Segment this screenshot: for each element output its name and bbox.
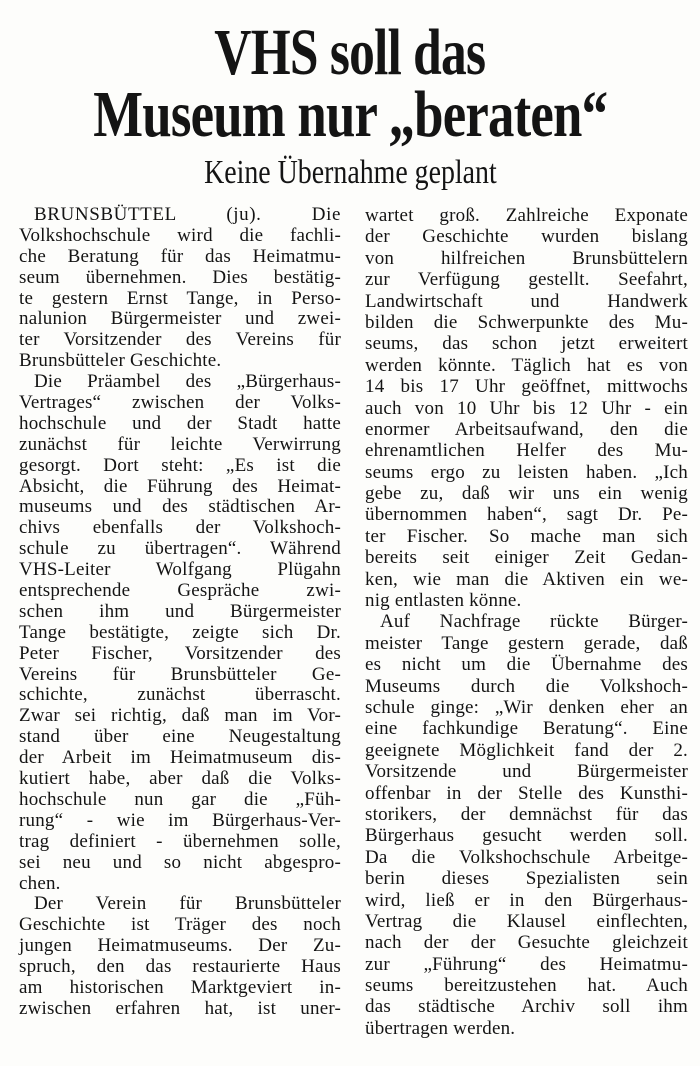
text-line: bereits seit einiger Zeit Gedan- (365, 547, 688, 569)
text-line: nach der der Gesuchte gleichzeit (365, 932, 688, 954)
article-column-left (19, 205, 341, 1020)
text-line: Landwirtschaft und Handwerk (365, 290, 688, 312)
text-line: schule zu übertragen“. Während (19, 538, 341, 560)
text-line: Da die Volkshochschule Arbeitge- (365, 846, 688, 868)
text-line: che Beratung für das Heimatmu- (19, 245, 341, 267)
text-line: Geschichte ist Träger des noch (19, 914, 341, 936)
text-line: te gestern Ernst Tange, in Perso- (19, 287, 341, 309)
text-line: übernommen haben“, sagt Dr. Pe- (365, 504, 688, 526)
text-line: der Geschichte wurden bislang (365, 226, 688, 248)
article-column-right (365, 205, 688, 1039)
text-line: Bürgerhaus gesucht werden soll. (365, 825, 688, 847)
text-line: hochschule und der Stadt hatte (19, 412, 341, 434)
text-line: zur Verfügung gestellt. Seefahrt, (365, 269, 688, 291)
text-line: nig entlasten könne. (365, 590, 522, 612)
text-line: entsprechende Gespräche zwi- (19, 580, 341, 602)
text-line: bilden die Schwerpunkte des Mu- (365, 311, 688, 333)
text-line: ter Fischer. So mache man sich (365, 525, 688, 547)
text-line: Tange bestätigte, zeigte sich Dr. (19, 621, 341, 643)
text-line: schen ihm und Bürgermeister (19, 600, 341, 622)
text-line: Der Verein für Brunsbütteler (34, 893, 341, 915)
text-line: trag definiert - übernehmen solle, (19, 830, 341, 852)
text-line: Vertrag die Klausel einflechten, (365, 910, 688, 932)
text-line: ehrenamtlichen Helfer des Mu- (365, 440, 688, 462)
text-line: spruch, den das restaurierte Haus (19, 956, 341, 978)
paragraph (19, 372, 341, 894)
text-line: zwischen erfahren hat, ist uner- (19, 997, 341, 1019)
text-line: Die Präambel des „Bürgerhaus- (34, 371, 341, 393)
text-line: 14 bis 17 Uhr geöffnet, mittwochs (365, 376, 688, 398)
text-line: seum übernehmen. Dies bestätig- (19, 266, 341, 288)
text-line: gesorgt. Dort steht: „Es ist die (19, 454, 341, 476)
text-line: meister Tange gestern gerade, daß (365, 632, 688, 654)
text-line: nalunion Bürgermeister und zwei- (19, 308, 341, 330)
text-line: stand über eine Neugestaltung (19, 726, 341, 748)
text-line: Brunsbütteler Geschichte. (19, 350, 222, 372)
text-line: ken, wie man die Aktiven ein we- (365, 568, 688, 590)
text-line: Peter Fischer, Vorsitzender des (19, 642, 341, 664)
text-line: storikers, der demnächst für das (365, 803, 688, 825)
text-line: Auf Nachfrage rückte Bürger- (380, 611, 688, 633)
text-line: schichte, zunächst überrascht. (19, 684, 341, 706)
text-line: jungen Heimatmuseums. Der Zu- (19, 935, 341, 957)
text-line: kutiert habe, aber daß die Volks- (19, 768, 341, 790)
text-line: das städtische Archiv soll ihm (365, 996, 688, 1018)
text-line: übertragen werden. (365, 1017, 516, 1039)
text-line: wartet groß. Zahlreiche Exponate (365, 205, 688, 226)
text-line: rung“ - wie im Bürgerhaus-Ver- (19, 809, 341, 831)
paragraph (365, 205, 688, 611)
text-line: der Arbeit im Heimatmuseum dis- (19, 747, 341, 769)
text-line: Vertrages“ zwischen der Volks- (19, 392, 341, 414)
paragraph (19, 894, 341, 1019)
text-line: BRUNSBÜTTEL (ju). Die (34, 204, 341, 225)
text-line: werden könnte. Täglich hat es von (365, 354, 688, 376)
text-line: zunächst für leichte Verwirrung (19, 433, 341, 455)
subheadline-text: Keine Übernahme geplant (203, 154, 497, 191)
headline-text-2: Museum nur „beraten“ (93, 78, 607, 151)
text-line: VHS-Leiter Wolfgang Plügahn (19, 559, 341, 581)
text-line: offenbar in der Stelle des Kunsthi- (365, 782, 688, 804)
text-line: chivs ebenfalls der Volkshoch- (19, 517, 341, 539)
text-line: chen. (19, 872, 61, 894)
text-line: seums, das schon jetzt erweitert (365, 333, 688, 355)
text-line: Vereins für Brunsbütteler Ge- (19, 663, 341, 685)
text-line: eine fachkundige Beratung“. Eine (365, 718, 688, 740)
text-line: von hilfreichen Brunsbüttelern (365, 247, 688, 269)
paragraph (19, 205, 341, 372)
headline-line-2 (0, 78, 700, 151)
text-line: Museums durch die Volkshoch- (365, 675, 688, 697)
text-line: schule ginge: „Wir denken eher an (365, 696, 688, 718)
text-line: Absicht, die Führung des Heimat- (19, 475, 341, 497)
text-line: Zwar sei richtig, daß man im Vor- (19, 705, 341, 727)
text-line: berin dieses Spezialisten sein (365, 868, 688, 890)
subheadline (0, 156, 700, 190)
paragraph (365, 611, 688, 1039)
text-line: zur „Führung“ des Heimatmu- (365, 953, 688, 975)
text-line: Volkshochschule wird die fachli- (19, 224, 341, 246)
text-line: seums ergo zu leisten haben. „Ich (365, 461, 688, 483)
text-line: enormer Arbeitsaufwand, den die (365, 418, 688, 440)
text-line: es nicht um die Übernahme des (365, 654, 688, 676)
headline-text-1: VHS soll das (214, 16, 486, 89)
text-line: gebe zu, daß wir uns ein wenig (365, 483, 688, 505)
text-line: am historischen Marktgeviert in- (19, 976, 341, 998)
text-line: seums bereitzustehen hat. Auch (365, 975, 688, 997)
text-line: ter Vorsitzender des Vereins für (19, 329, 341, 351)
text-line: geeignete Möglichkeit fand der 2. (365, 739, 688, 761)
text-line: Vorsitzende und Bürgermeister (365, 761, 688, 783)
text-line: museums und des städtischen Ar- (19, 496, 341, 518)
text-line: auch von 10 Uhr bis 12 Uhr - ein (365, 397, 688, 419)
text-line: sei neu und so nicht abgespro- (19, 851, 341, 873)
text-line: wird, ließ er in den Bürgerhaus- (365, 889, 688, 911)
text-line: hochschule nun gar die „Füh- (19, 788, 341, 810)
headline-line-1 (0, 16, 700, 89)
